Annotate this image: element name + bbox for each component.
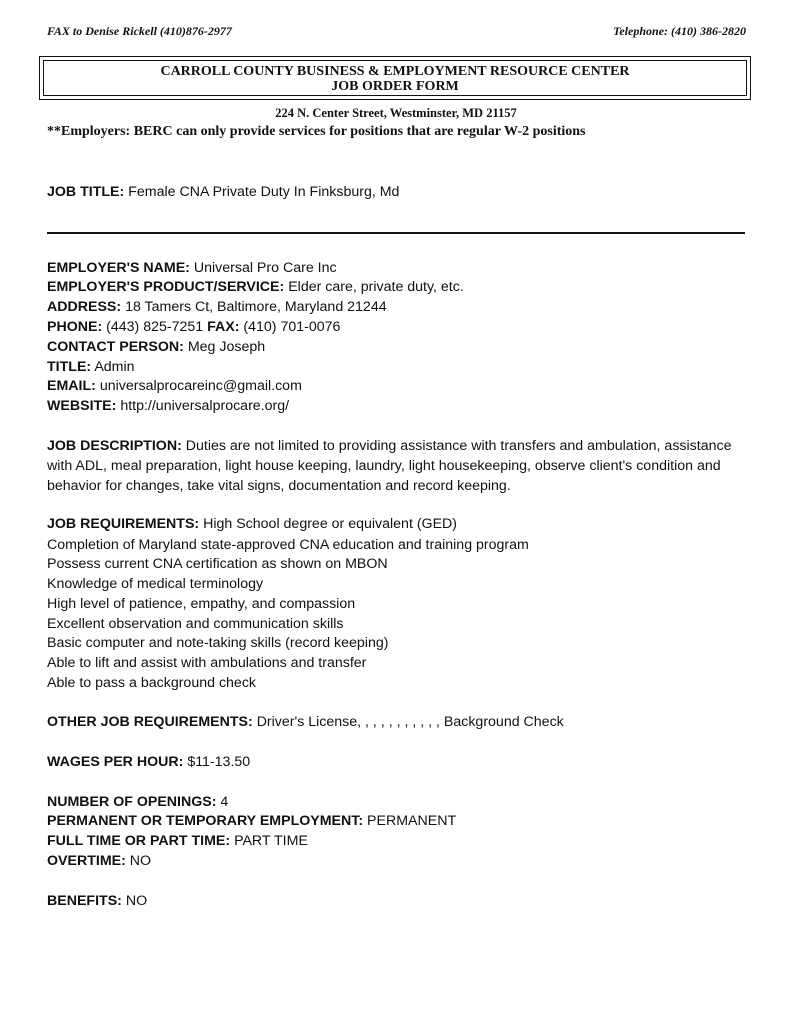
other-requirements-value: Driver's License, , , , , , , , , , , Background Check [256,714,564,730]
requirement-item: Knowledge of medical terminology [47,576,264,592]
requirement-item: Basic computer and note-taking skills (record keeping) [47,635,389,651]
employment-type-value: PERMANENT [367,813,457,829]
job-requirements-first: High School degree or equivalent (GED) [203,516,458,532]
contact-title-label: TITLE: [47,359,92,375]
employment-type-label: PERMANENT OR TEMPORARY EMPLOYMENT: [47,813,364,829]
employer-address-label: ADDRESS: [47,299,122,315]
fax-header: FAX to Denise Rickell (410)876-2977 [47,24,232,38]
employer-name-line [47,260,337,276]
overtime-label: OVERTIME: [47,853,126,869]
benefits-value: NO [125,893,148,909]
job-title-value: Female CNA Private Duty In Finksburg, Md [128,184,400,200]
wages-line [47,754,250,770]
employer-name-label: EMPLOYER'S NAME: [47,260,190,276]
contact-person-value: Meg Joseph [187,339,266,355]
website-value: http://universalprocare.org/ [120,398,290,414]
overtime-line [47,853,151,869]
schedule-value: PART TIME [234,833,308,849]
job-requirements-line [47,516,457,532]
other-requirements-label: OTHER JOB REQUIREMENTS: [47,714,253,730]
employer-phone-label: PHONE: [47,319,103,335]
website-label: WEBSITE: [47,398,117,414]
job-description-label: JOB DESCRIPTION: [47,438,182,454]
employment-type-line [47,813,456,829]
org-title: CARROLL COUNTY BUSINESS & EMPLOYMENT RESOURCE CENTER [160,64,630,79]
requirement-item: Able to lift and assist with ambulations and transfer [47,655,367,671]
job-description-text: Duties are not limited to providing assistance with transfers and ambulation, assistance with ADL, meal preparation, light house keeping, laundry, light housekeeping, observe client's condition and behavior for changes, take vital signs, documentation and record keeping. [47,438,732,494]
schedule-label: FULL TIME OR PART TIME: [47,833,231,849]
benefits-label: BENEFITS: [47,893,122,909]
employer-notice: **Employers: BERC can only provide services for positions that are regular W-2 positions [47,124,586,139]
wages-value: $11-13.50 [187,754,251,770]
employer-phone-value: (443) 825-7251 [106,319,204,335]
email-line [47,378,302,394]
requirement-item: Excellent observation and communication skills [47,616,344,632]
job-requirements-label: JOB REQUIREMENTS: [47,516,200,532]
wages-label: WAGES PER HOUR: [47,754,184,770]
title-box-inner [43,60,747,96]
website-line [47,398,289,414]
requirement-item: High level of patience, empathy, and compassion [47,596,356,612]
openings-line [47,794,228,810]
requirement-item: Able to pass a background check [47,675,257,691]
employer-address-line [47,299,387,315]
contact-person-label: CONTACT PERSON: [47,339,184,355]
schedule-line [47,833,308,849]
employer-phone-line [47,319,340,335]
employer-product-line [47,279,464,295]
job-description [47,437,747,496]
title-box [39,56,751,100]
employer-fax-value: (410) 701-0076 [243,319,341,335]
overtime-value: NO [129,853,152,869]
employer-address-value: 18 Tamers Ct, Baltimore, Maryland 21244 [125,299,387,315]
employer-product-label: EMPLOYER'S PRODUCT/SERVICE: [47,279,285,295]
benefits-line [47,893,147,909]
requirement-item: Completion of Maryland state-approved CNA education and training program [47,537,529,553]
contact-title-line [47,359,135,375]
contact-title-value: Admin [94,359,135,375]
form-title: JOB ORDER FORM [331,79,459,94]
requirement-item: Possess current CNA certification as shown on MBON [47,556,388,572]
openings-value: 4 [220,794,229,810]
employer-fax-label: FAX: [207,319,240,335]
job-title-label: JOB TITLE: [47,184,125,200]
job-title-line [47,184,399,200]
openings-label: NUMBER OF OPENINGS: [47,794,217,810]
divider [47,232,745,234]
contact-person-line [47,339,265,355]
employer-product-value: Elder care, private duty, etc. [288,279,464,295]
email-label: EMAIL: [47,378,96,394]
telephone-header: Telephone: (410) 386-2820 [613,24,746,38]
org-address: 224 N. Center Street, Westminster, MD 21157 [275,106,517,120]
other-requirements-line [47,714,564,730]
email-value: universalprocareinc@gmail.com [99,378,302,394]
employer-name-value: Universal Pro Care Inc [193,260,337,276]
